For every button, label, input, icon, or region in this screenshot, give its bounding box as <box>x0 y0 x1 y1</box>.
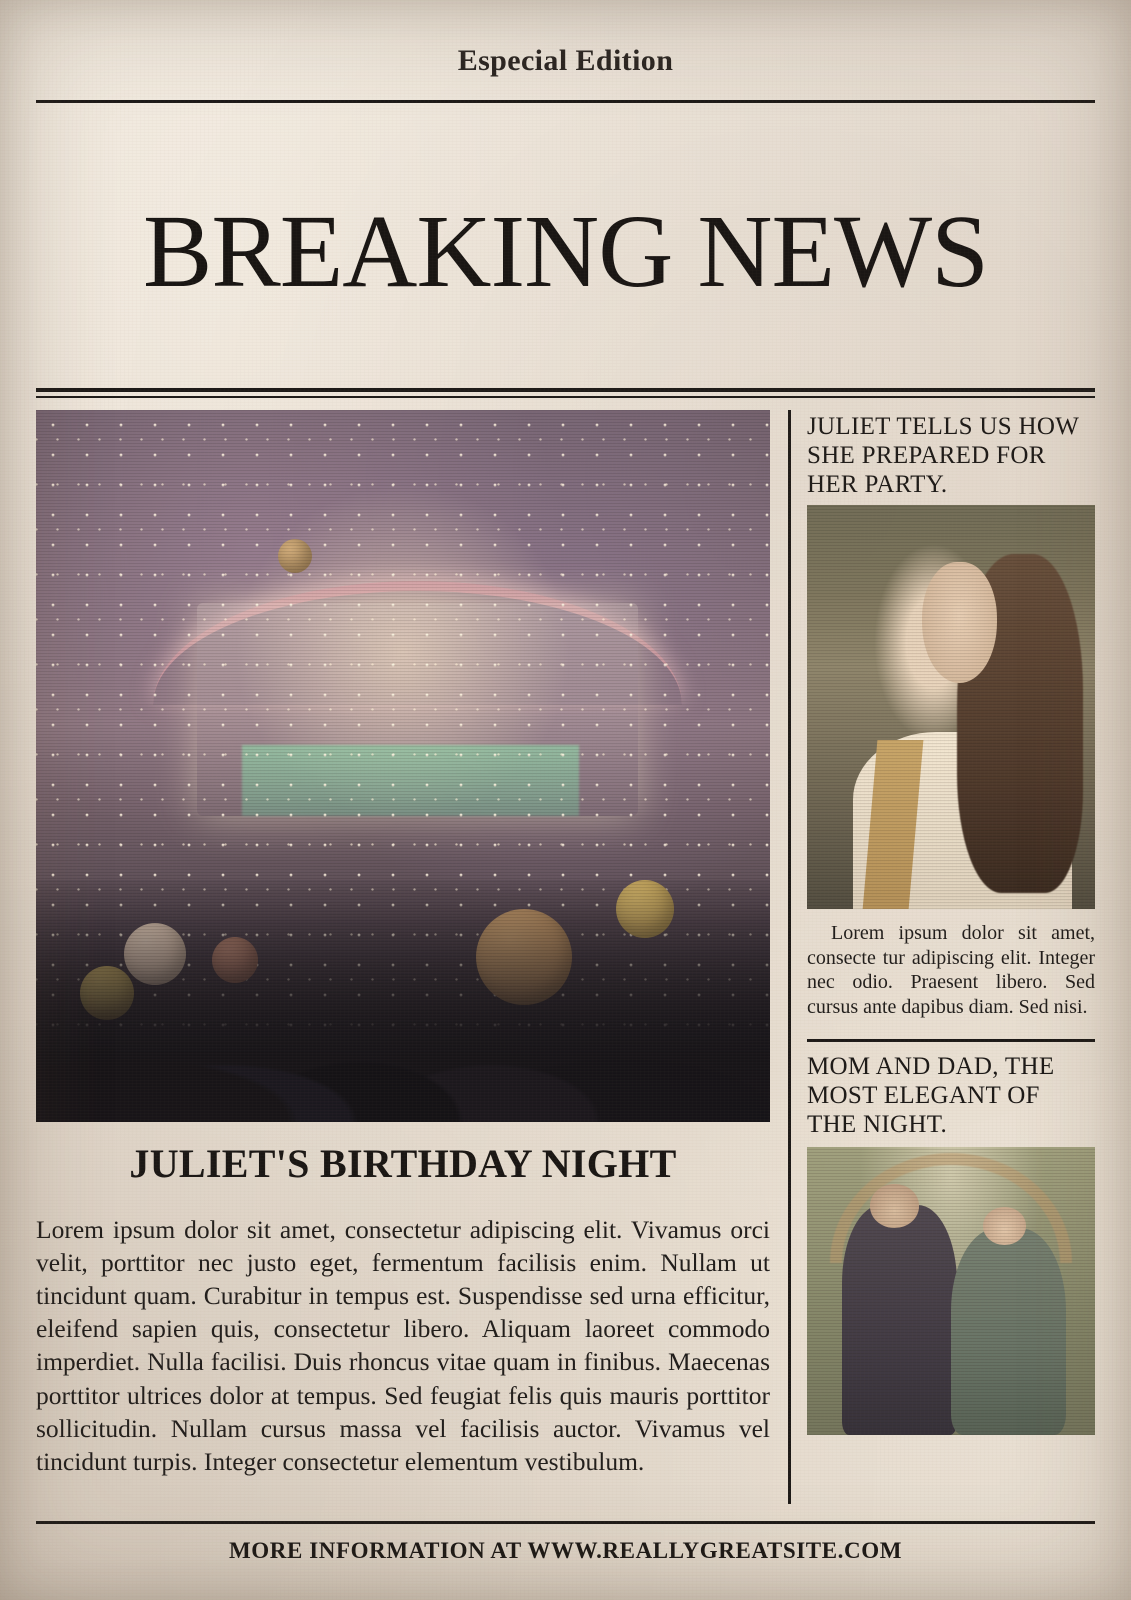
sidebar-column <box>791 410 1095 1503</box>
portrait-face <box>922 562 997 683</box>
footer-text: MORE INFORMATION AT WWW.REALLYGREATSITE.COM <box>228 1538 903 1563</box>
main-headline: JULIET'S BIRTHDAY NIGHT <box>129 1141 677 1187</box>
sidebar-kicker-one: JULIET TELLS US HOW SHE PREPARED FOR HER PARTY. <box>807 413 1079 499</box>
woman-head <box>983 1207 1026 1244</box>
sidebar-kicker-two: MOM AND DAD, THE MOST ELEGANT OF THE NIGHT. <box>807 1052 1055 1138</box>
sidebar-caption-one: Lorem ipsum dolor sit amet, consecte tur adipiscing elit. Integer nec odio. Praesent libero. Sed cursus ante dapibus diam. Sed nisi. <box>807 922 1095 1018</box>
columns-wrapper <box>36 410 1095 1503</box>
footer-rule <box>36 1521 1095 1524</box>
main-column <box>36 410 788 1503</box>
main-body-text: Lorem ipsum dolor sit amet, consectetur adipiscing elit. Vivamus orci velit, porttitor nec justo eget, fermentum facilisis enim. Nullam ut tincidunt quam. Curabitur in tempus est. Suspendisse sed urna efficitur, eleifend sapien quis, consectetur libero. Aliquam laoreet commodo imperdiet. Nulla facilisi. Duis rhoncus vitae quam in finibus. Maecenas porttitor ultrices dolor at tempus. Sed feugiat felis quis mauris porttitor sollicitudin. Nullam cursus massa vel facilisis auctor. Vivamus vel tincidunt turpis. Integer consectetur elementum vestibulum. <box>36 1214 770 1476</box>
masthead-top-rule <box>36 100 1095 103</box>
balloon-icon <box>278 539 312 573</box>
page-title: BREAKING NEWS <box>143 193 988 309</box>
portrait-illustration <box>807 505 1095 909</box>
crowd-silhouettes <box>36 880 770 1122</box>
sidebar-photo-two <box>807 1147 1095 1435</box>
man-head <box>870 1184 919 1227</box>
man-figure <box>842 1205 957 1435</box>
couple-illustration <box>807 1147 1095 1435</box>
masthead-bottom-rule <box>36 388 1095 398</box>
main-photo <box>36 410 770 1122</box>
concert-scene-illustration <box>36 410 770 1122</box>
edition-label: Especial Edition <box>457 44 674 77</box>
woman-figure <box>951 1228 1066 1435</box>
footer <box>36 1521 1095 1564</box>
sidebar-rule <box>807 1039 1095 1042</box>
sidebar-photo-one <box>807 505 1095 909</box>
